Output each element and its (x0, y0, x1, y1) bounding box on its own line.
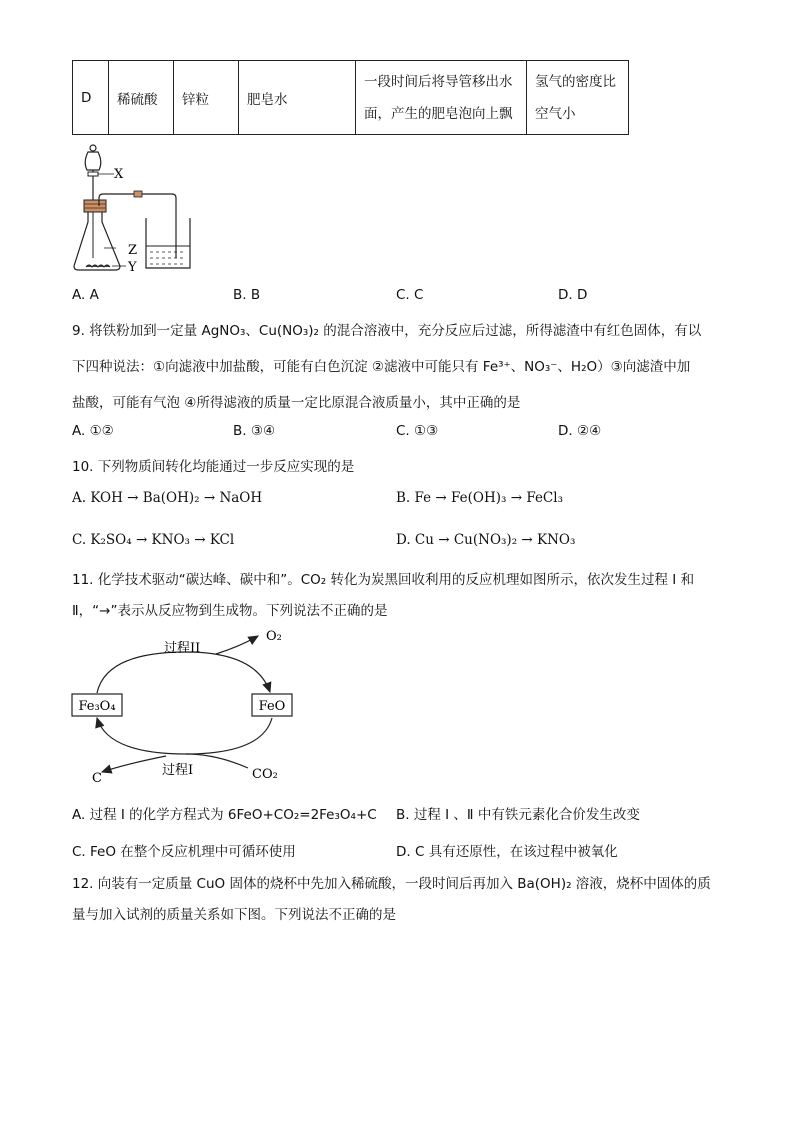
q8-option-d: D. D (558, 287, 588, 303)
fe3o4-label: Fe₃O₄ (78, 699, 116, 714)
o2-label: O₂ (266, 629, 282, 644)
table-cell-phenomenon: 一段时间后将导管移出水 面，产生的肥皂泡向上飘 (356, 61, 527, 135)
q10-option-a: A. KOH → Ba(OH)₂ → NaOH (72, 490, 263, 506)
process-ii-label: 过程II (164, 641, 201, 656)
q10-option-c: C. K₂SO₄ → KNO₃ → KCl (72, 532, 235, 548)
q11-option-d: D. C 具有还原性，在该过程中被氧化 (396, 844, 618, 860)
q9-option-b: B. ③④ (233, 423, 276, 439)
q11-option-c: C. FeO 在整个反应机理中可循环使用 (72, 844, 296, 860)
q10-stem: 10. 下列物质间转化均能通过一步反应实现的是 (72, 459, 355, 475)
reaction-mechanism-diagram (66, 626, 326, 788)
q12-stem-line2: 量与加入试剂的质量关系如下图。下列说法不正确的是 (72, 907, 396, 923)
q10-option-b: B. Fe → Fe(OH)₃ → FeCl₃ (396, 490, 563, 506)
q11-stem-line1: 11. 化学技术驱动“碳达峰、碳中和”。CO₂ 转化为炭黑回收利用的反应机理如图所示，依次发生过程 Ⅰ 和 (72, 572, 695, 588)
q12-stem-line1: 12. 向装有一定质量 CuO 固体的烧杯中先加入稀硫酸，一段时间后再加入 Ba(OH)₂ 溶液，烧杯中固体的质 (72, 876, 711, 892)
process-i-label: 过程I (162, 763, 194, 778)
q9-stem-line1: 9. 将铁粉加到一定量 AgNO₃、Cu(NO₃)₂ 的混合溶液中，充分反应后过滤，所得滤渣中有红色固体，有以 (72, 323, 702, 339)
q8-option-c: C. C (396, 287, 424, 303)
q11-option-b: B. 过程 Ⅰ 、Ⅱ 中有铁元素化合价发生改变 (396, 807, 640, 823)
table-cell-conclusion: 氢气的密度比 空气小 (527, 61, 629, 135)
q11-stem-line2: Ⅱ，“→”表示从反应物到生成物。下列说法不正确的是 (72, 603, 388, 619)
label-z: Z (128, 243, 138, 258)
q11-option-a: A. 过程 Ⅰ 的化学方程式为 6FeO+CO₂=2Fe₃O₄+C (72, 807, 377, 823)
label-y: Y (128, 260, 137, 275)
apparatus-figure (66, 140, 206, 275)
feo-label: FeO (258, 699, 286, 714)
q10-option-d: D. Cu → Cu(NO₃)₂ → KNO₃ (396, 532, 576, 548)
c-label: C (92, 771, 102, 786)
q9-stem-line2: 下四种说法：①向滤液中加盐酸，可能有白色沉淀 ②滤液中可能只有 Fe³⁺、NO₃⁻、H₂O）③向滤渣中加 (72, 359, 691, 375)
table-cell-letter: D (73, 61, 109, 135)
q8-option-b: B. B (233, 287, 261, 303)
table-cell-liquid: 肥皂水 (239, 61, 356, 135)
co2-label: CO₂ (252, 767, 278, 782)
label-x: X (114, 167, 124, 182)
q8-option-a: A. A (72, 287, 99, 303)
q9-stem-line3: 盐酸，可能有气泡 ④所得滤液的质量一定比原混合液质量小，其中正确的是 (72, 395, 521, 411)
table-cell-reagent2: 锌粒 (174, 61, 239, 135)
table-row (73, 61, 629, 135)
answer-table (72, 60, 629, 135)
q9-option-c: C. ①③ (396, 423, 439, 439)
table-cell-reagent1: 稀硫酸 (109, 61, 174, 135)
q9-option-d: D. ②④ (558, 423, 602, 439)
q9-option-a: A. ①② (72, 423, 114, 439)
